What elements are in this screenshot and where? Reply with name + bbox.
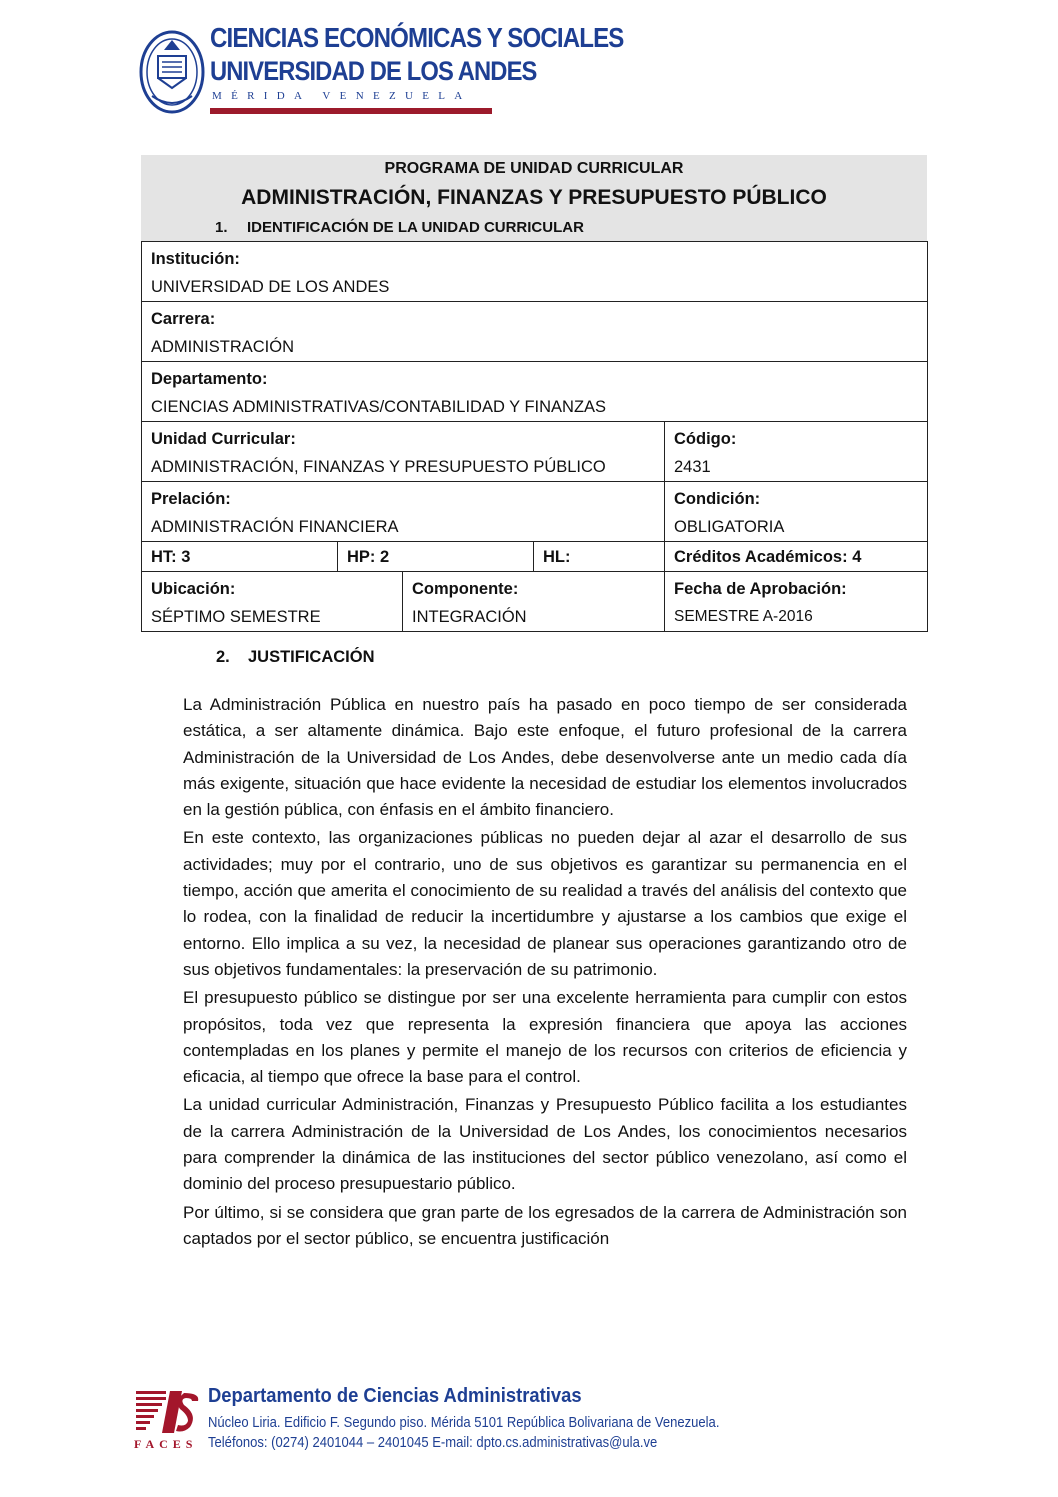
section-2-title: JUSTIFICACIÓN	[248, 648, 375, 666]
hl-cell: HL:	[534, 542, 665, 572]
carrera-label: Carrera:	[151, 310, 216, 328]
codigo-value: 2431	[674, 458, 711, 476]
footer-contact: Teléfonos: (0274) 2401044 – 2401045 E-mail: dpto.cs.administrativas@ula.ve	[208, 1435, 658, 1451]
carrera-cell	[142, 302, 928, 362]
course-title: ADMINISTRACIÓN, FINANZAS Y PRESUPUESTO PÚBLICO	[241, 186, 827, 209]
justification-body	[183, 692, 907, 1254]
faculty-logo	[138, 22, 624, 118]
paragraph: En este contexto, las organizaciones públicas no pueden dejar al azar el desarrollo de sus actividades; muy por el contrario, uno de sus objetivos es garantizar su permanencia en el tiempo, acción que amerita el conocimiento de su realidad a través del análisis del contexto que lo rodea, con la finalidad de reducir la incertidumbre y ajustarse a los cambios que exige el entorno. Ello implica a su vez, la necesidad de planear sus operaciones garantizando otro de sus objetivos fundamentales: la preservación de su patrimonio.	[183, 828, 907, 979]
carrera-value: ADMINISTRACIÓN	[151, 338, 295, 356]
logo-university-name: UNIVERSIDAD DE LOS ANDES	[210, 56, 537, 86]
prelacion-label: Prelación:	[151, 490, 231, 508]
unidad-label: Unidad Curricular:	[151, 430, 296, 448]
fecha-value: SEMESTRE A-2016	[674, 608, 813, 625]
fecha-cell	[665, 572, 928, 632]
hp-cell: HP: 2	[338, 542, 534, 572]
ht-cell: HT: 3	[142, 542, 338, 572]
logo-faculty-name: CIENCIAS ECONÓMICAS Y SOCIALES	[210, 22, 624, 53]
ubicacion-label: Ubicación:	[151, 580, 236, 598]
paragraph: Por último, si se considera que gran parte de los egresados de la carrera de Administración son captados por el sector público, se encuentra justificación	[183, 1202, 907, 1248]
ubicacion-value: SÉPTIMO SEMESTRE	[151, 608, 321, 626]
section-2-number: 2.	[216, 648, 230, 666]
fecha-label: Fecha de Aprobación:	[674, 580, 847, 598]
institucion-label: Institución:	[151, 250, 240, 268]
departamento-cell	[142, 362, 928, 422]
codigo-label: Código:	[674, 430, 737, 448]
footer-address: Núcleo Liria. Edificio F. Segundo piso. Mérida 5101 República Bolivariana de Venezuela.	[208, 1415, 720, 1431]
paragraph: El presupuesto público se distingue por ser una excelente herramienta para cumplir con estos propósitos, toda vez que representa la expresión financiera que apoya las acciones contempladas en los planes y permite el manejo de los recursos con criterios de eficiencia y eficacia, al tiempo que ofrece la base para el control.	[183, 988, 907, 1087]
footer-department: Departamento de Ciencias Administrativas	[208, 1385, 582, 1407]
prelacion-value: ADMINISTRACIÓN FINANCIERA	[151, 518, 399, 536]
table-row	[142, 302, 928, 362]
ubicacion-cell	[142, 572, 403, 632]
table-row	[142, 242, 928, 302]
institucion-value: UNIVERSIDAD DE LOS ANDES	[151, 278, 390, 296]
departamento-value: CIENCIAS ADMINISTRATIVAS/CONTABILIDAD Y FINANZAS	[151, 398, 607, 416]
paragraph: La Administración Pública en nuestro país ha pasado en poco tiempo de ser considerada estática, a ser altamente dinámica. Bajo este enfoque, el futuro profesional de la carrera Administración de la Universidad de Los Andes, debe desenvolverse ante un medio cada día más exigente, situación que hace evidente la necesidad de estudiar los elementos involucrados en la gestión pública, con énfasis en el ámbito financiero.	[183, 695, 907, 820]
table-row	[142, 422, 928, 482]
faces-wordmark: FACES	[134, 1437, 198, 1451]
unidad-value: ADMINISTRACIÓN, FINANZAS Y PRESUPUESTO PÚBLICO	[151, 458, 606, 476]
componente-value: INTEGRACIÓN	[412, 608, 527, 626]
university-seal-icon	[138, 26, 206, 114]
section-1-number: 1.	[215, 219, 228, 236]
unidad-cell	[142, 422, 665, 482]
componente-cell	[403, 572, 665, 632]
condicion-value: OBLIGATORIA	[674, 518, 785, 536]
condicion-cell	[665, 482, 928, 542]
table-row	[142, 542, 928, 572]
program-heading: PROGRAMA DE UNIDAD CURRICULAR	[384, 160, 684, 177]
section-1-title: IDENTIFICACIÓN DE LA UNIDAD CURRICULAR	[247, 219, 584, 236]
institucion-cell	[142, 242, 928, 302]
logo-underline	[210, 108, 492, 114]
codigo-cell	[665, 422, 928, 482]
table-row	[142, 482, 928, 542]
departamento-label: Departamento:	[151, 370, 268, 388]
identification-table	[141, 241, 928, 632]
prelacion-cell	[142, 482, 665, 542]
table-row	[142, 572, 928, 632]
section-1-heading	[215, 217, 584, 239]
title-band	[141, 155, 927, 241]
faces-logo-icon	[134, 1387, 202, 1439]
table-row	[142, 362, 928, 422]
creditos-cell: Créditos Académicos: 4	[665, 542, 928, 572]
section-2-heading	[216, 648, 375, 667]
condicion-label: Condición:	[674, 490, 761, 508]
page-footer	[134, 1385, 734, 1455]
paragraph: La unidad curricular Administración, Finanzas y Presupuesto Público facilita a los estudiantes de la carrera Administración de la Universidad de Los Andes, los conocimientos necesarios para comprender la dinámica de las instituciones del sector público venezolano, así como el dominio del proceso presupuestario público.	[183, 1095, 907, 1194]
logo-location: MÉRIDA VENEZUELA	[212, 90, 472, 102]
componente-label: Componente:	[412, 580, 519, 598]
